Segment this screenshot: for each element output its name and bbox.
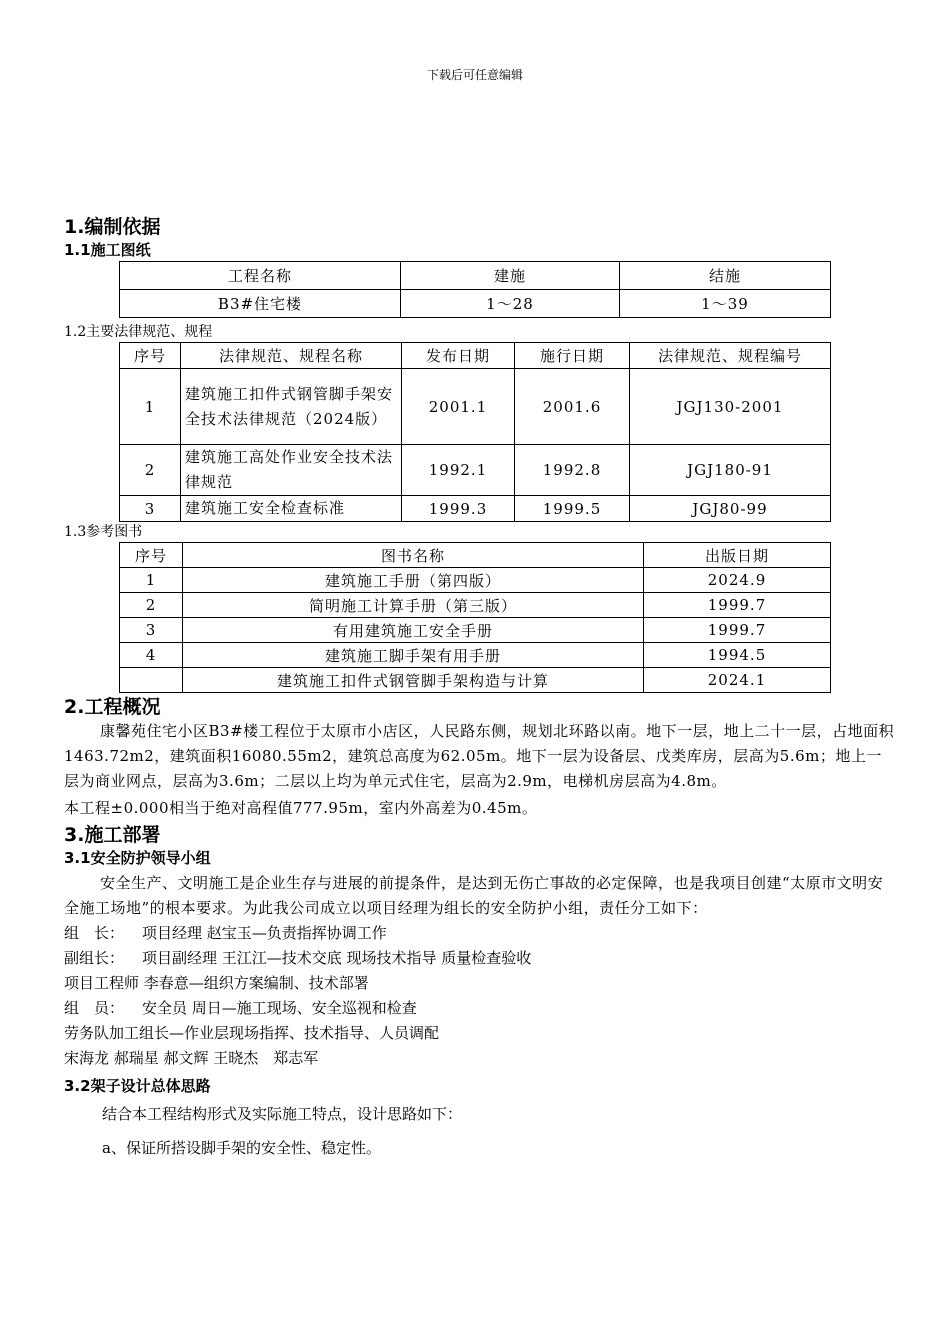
design-intro: 结合本工程结构形式及实际施工特点，设计思路如下：: [102, 1105, 463, 1123]
table-row: [120, 568, 831, 593]
table-header: 法律规范、规程编号: [630, 343, 831, 369]
table-header: 结施: [620, 262, 831, 290]
table-cell: 1992.1: [402, 445, 515, 496]
section-1-2-title: 1.2主要法律规范、规程: [64, 324, 213, 340]
roster-label: 组 员：: [64, 999, 125, 1017]
table-row: [120, 668, 831, 693]
table-cell: 3: [120, 496, 181, 522]
table-row: [120, 369, 831, 445]
table-cell: 建筑施工高处作业安全技术法律规范: [181, 445, 402, 496]
table-header: 序号: [120, 343, 181, 369]
table-cell: 2024.1: [644, 668, 831, 693]
roster-entry: 项目经理 赵宝玉—负责指挥协调工作: [142, 924, 387, 942]
header-note: 下载后可任意编辑: [426, 68, 523, 82]
table-header: 建施: [401, 262, 620, 290]
table-cell: 2: [120, 445, 181, 496]
table-cell: 1999.7: [644, 593, 831, 618]
table-header: 工程名称: [120, 262, 401, 290]
overview-paragraph: 康馨苑住宅小区B3#楼工程位于太原市小店区，人民路东侧，规划北环路以南。地下一层，地上二十一层，占地面积1463.72m2，建筑面积16080.55m2，建筑总高度为62.05m。地下一层为设备层、戊类库房，层高为5.6m；地上一层为商业网点，层高为3.6m；二层以上均为单元式住宅，层高为2.9m，电梯机房层高为4.8m。: [64, 722, 895, 790]
table-cell: JGJ180-91: [630, 445, 831, 496]
table-cell: 2024.9: [644, 568, 831, 593]
roster-entry: 项目副经理 王江江—技术交底 现场技术指导 质量检查验收: [142, 949, 532, 967]
document-body: [64, 215, 896, 1165]
roster-entry: 劳务队加工组长—作业层现场指挥、技术指导、人员调配: [64, 1024, 440, 1042]
table-cell: [120, 668, 183, 693]
table-cell: 1999.5: [515, 496, 630, 522]
roster-entry: 项目工程师 李春意—组织方案编制、技术部署: [64, 974, 369, 992]
table-cell: 建筑施工脚手架有用手册: [183, 643, 644, 668]
table-cell: 4: [120, 643, 183, 668]
table-header: 法律规范、规程名称: [181, 343, 402, 369]
table-cell: 1～39: [620, 290, 831, 318]
table-header: 序号: [120, 543, 183, 568]
table-cell: 2001.6: [515, 369, 630, 445]
table-cell: 2: [120, 593, 183, 618]
table-header: 发布日期: [402, 343, 515, 369]
reference-books-table: [119, 542, 831, 693]
safety-team-intro: 安全生产、文明施工是企业生存与进展的前提条件，是达到无伤亡事故的必定保障，也是我项目创建“太原市文明安全施工场地”的根本要求。为此我公司成立以项目经理为组长的安全防护小组，责任分工如下：: [64, 874, 884, 917]
section-3-2-title: 3.2架子设计总体思路: [64, 1077, 211, 1095]
roster-leader: [64, 921, 896, 946]
table-cell: 简明施工计算手册（第三版）: [183, 593, 644, 618]
design-item-a: a、保证所搭设脚手架的安全性、稳定性。: [102, 1139, 381, 1157]
table-cell: 2001.1: [402, 369, 515, 445]
table-cell: 建筑施工扣件式钢管脚手架构造与计算: [183, 668, 644, 693]
section-3-title: 3.施工部署: [64, 824, 161, 846]
elevation-paragraph: 本工程±0.000相当于绝对高程值777.95m，室内外高差为0.45m。: [64, 799, 538, 817]
roster-entry: 宋海龙 郝瑞星 郝文辉 王晓杰 郑志军: [64, 1049, 319, 1067]
table-cell: 1999.7: [644, 618, 831, 643]
table-row: [120, 618, 831, 643]
section-2-title: 2.工程概况: [64, 696, 161, 718]
table-header: 出版日期: [644, 543, 831, 568]
table-cell: 建筑施工安全检查标准: [181, 496, 402, 522]
section-1-3-title: 1.3参考图书: [64, 524, 143, 540]
table-row: [120, 593, 831, 618]
table-cell: 1999.3: [402, 496, 515, 522]
section-1-1-title: 1.1施工图纸: [64, 241, 151, 259]
table-cell: 有用建筑施工安全手册: [183, 618, 644, 643]
table-cell: 建筑施工手册（第四版）: [183, 568, 644, 593]
table-row: [120, 496, 831, 522]
table-row: [120, 445, 831, 496]
regulations-table: [119, 342, 831, 522]
table-cell: JGJ130-2001: [630, 369, 831, 445]
table-cell: 1: [120, 369, 181, 445]
table-cell: B3#住宅楼: [120, 290, 401, 318]
drawings-table: [119, 261, 831, 318]
section-1-title: 1.编制依据: [64, 216, 161, 238]
table-cell: JGJ80-99: [630, 496, 831, 522]
roster-label: 组 长：: [64, 924, 125, 942]
section-3-1-title: 3.1安全防护领导小组: [64, 849, 211, 867]
table-header: 施行日期: [515, 343, 630, 369]
table-row: [120, 643, 831, 668]
table-cell: 1992.8: [515, 445, 630, 496]
table-cell: 1～28: [401, 290, 620, 318]
roster-deputy: [64, 946, 896, 971]
table-cell: 1994.5: [644, 643, 831, 668]
roster-label: 副组长：: [64, 949, 125, 967]
roster-members: [64, 996, 896, 1021]
roster-entry: 安全员 周日—施工现场、安全巡视和检查: [142, 999, 417, 1017]
table-cell: 1: [120, 568, 183, 593]
table-header: 图书名称: [183, 543, 644, 568]
table-cell: 3: [120, 618, 183, 643]
table-cell: 建筑施工扣件式钢管脚手架安全技术法律规范（2024版）: [181, 369, 402, 445]
